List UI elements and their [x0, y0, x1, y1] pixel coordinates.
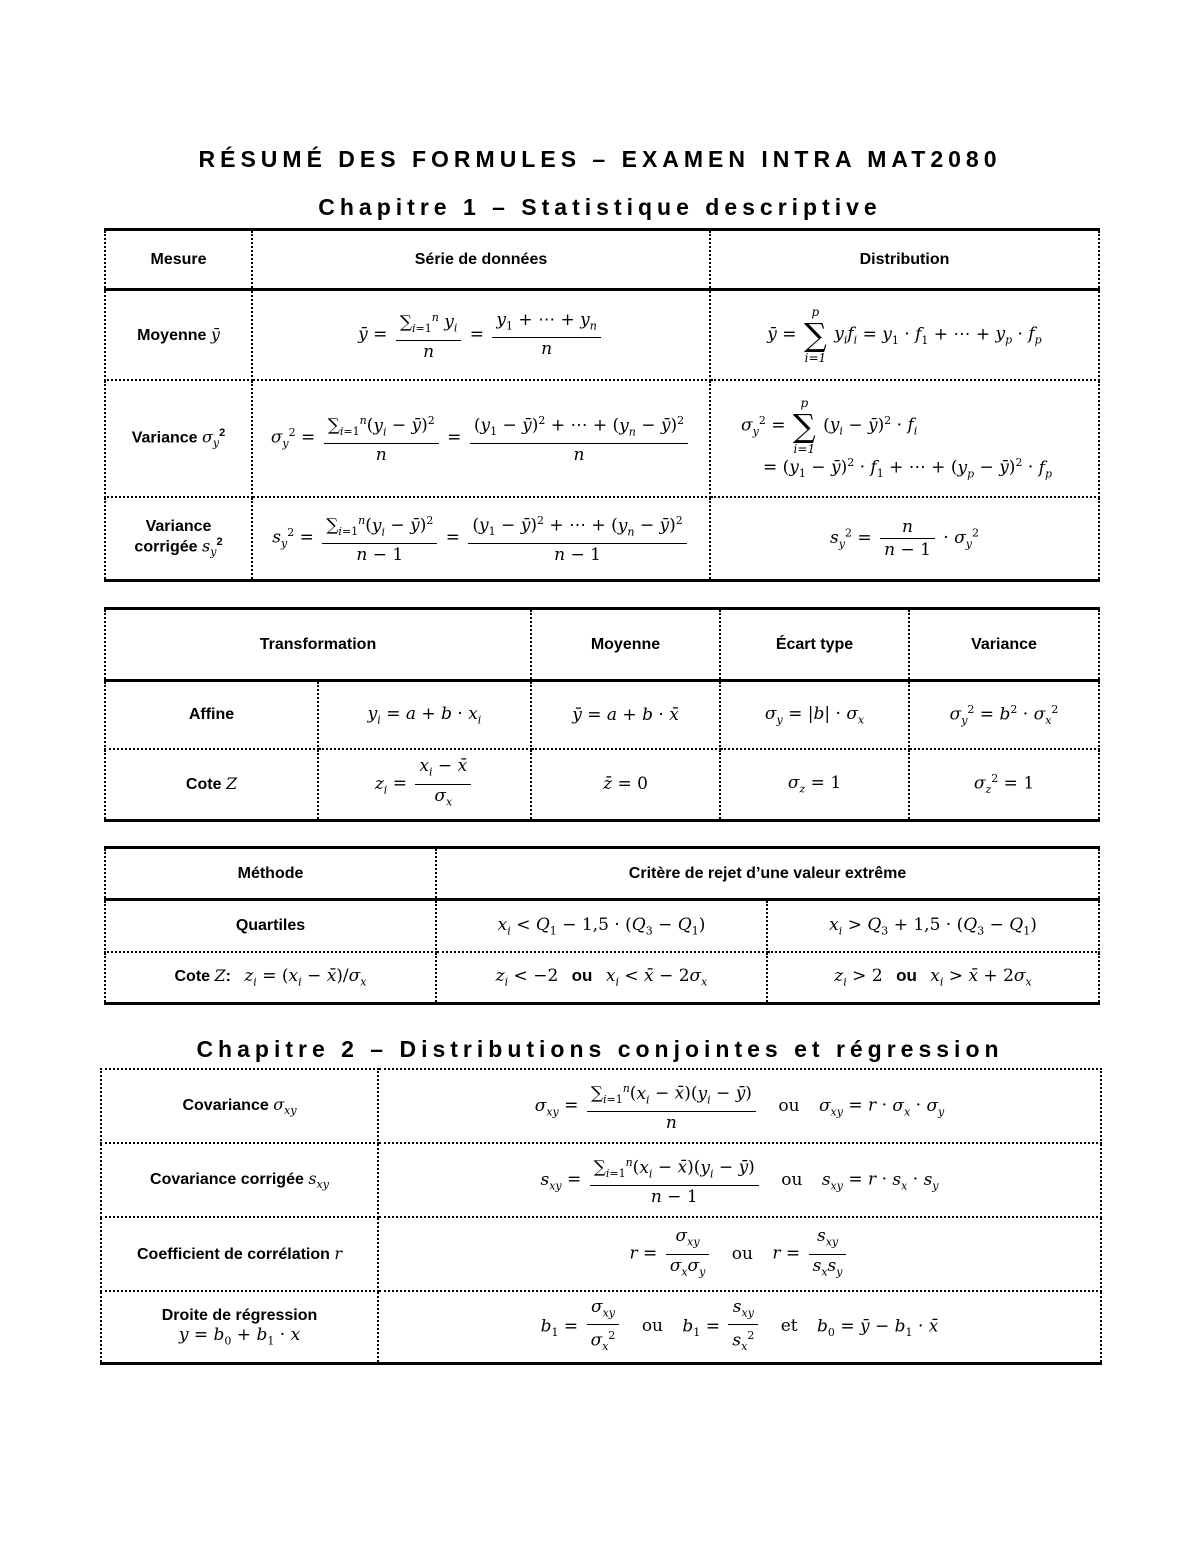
formula-corrected-variance-series: $s_y^2$ = $\frac{\sum_{i=1}^n(y_i - ȳ)^2}{n - 1}$ = $\frac{(y_1 - ȳ)^2 + \cdots + (y_n - ȳ)^2}{n - 1}$: [252, 497, 710, 581]
formula-mean-series: ȳ = $\frac{\sum_{i=1}^n y_i}{n}$ = $\frac{y_1 + \cdots + y_n}{n}$: [252, 290, 710, 380]
z-mean: z̄ = 0: [531, 749, 720, 821]
formula-regression: $b_1$ = $\sigma_{xy}$ $\sigma_x^2$ ou $b_1$ = $s_{xy}$ $s_x^2$ et $b_0$ = ȳ − $b_1$ · x̄: [378, 1291, 1101, 1363]
z-transform: $z_i$ = $\frac{x_i - x̄}{\sigma_x}$: [318, 749, 531, 821]
z-lower-criterion: $z_i < -2$ ou $x_i$ < x̄ − $2\sigma_x$: [436, 952, 767, 1004]
chapter-1-heading: Chapitre 1 – Statistique descriptive: [318, 194, 882, 220]
quartile-upper-criterion: $x_i > Q_3 + 1,5 \cdot (Q_3 - Q_1)$: [767, 900, 1099, 952]
row-label-variance-corrigee: Variance corrigée $s_y^2$: [105, 497, 252, 581]
z-variance: $\sigma_z^2 = 1$: [909, 749, 1099, 821]
row-label-covariance-corrigee: Covariance corrigée $s_{xy}$: [101, 1143, 378, 1217]
formula-corrected-covariance: $s_{xy}$ = $\frac{\sum_{i=1}^n(x_i - x̄)(y_i - ȳ)}{n - 1}$ ou $s_{xy} = r \cdot s_x \cdot s_y$: [378, 1143, 1101, 1217]
quartile-lower-criterion: $x_i < Q_1 - 1,5 \cdot (Q_3 - Q_1)$: [436, 900, 767, 952]
transformation-table: [104, 607, 1100, 822]
row-label-covariance: Covariance $\sigma_{xy}$: [101, 1069, 378, 1143]
regression-table: [100, 1068, 1102, 1365]
formula-variance-distribution: $\sigma_y^2$ = p ∑ i=1 ($y_i$ − ȳ)$^2$ · $f_i$ = ($y_1$ − ȳ)$^2$ · $f_1$ + ⋯ + ($y_p$ − ȳ)$^2$ · $f_p$: [710, 380, 1099, 497]
row-label-quartiles: Quartiles: [105, 900, 436, 952]
row-label-moyenne: Moyenne ȳ: [105, 290, 252, 380]
header-transformation: Transformation: [105, 609, 531, 681]
header-mesure: Mesure: [105, 230, 252, 290]
header-methode: Méthode: [105, 848, 436, 900]
affine-mean: ȳ = a + b · x̄: [531, 681, 720, 749]
header-moyenne: Moyenne: [531, 609, 720, 681]
outlier-criteria-table: [104, 846, 1100, 1005]
header-variance: Variance: [909, 609, 1099, 681]
header-distribution: Distribution: [710, 230, 1099, 290]
descriptive-stats-table: [104, 228, 1100, 582]
row-label-regression: Droite de régression $y = b_0 + b_1 \cdot x$: [101, 1291, 378, 1363]
row-label-cote-z: Cote Z: [105, 749, 318, 821]
formula-variance-series: $\sigma_y^2$ = $\frac{\sum_{i=1}^n(y_i - ȳ)^2}{n}$ = $\frac{(y_1 - ȳ)^2 + \cdots + (y_n - ȳ)^2}{n}$: [252, 380, 710, 497]
formula-correlation: r = $\sigma_{xy}$ $\sigma_x\sigma_y$ ou r = $s_{xy}$ $s_xs_y$: [378, 1217, 1101, 1291]
affine-transform: $y_i = a + b \cdot x_i$: [318, 681, 531, 749]
header-ecart-type: Écart type: [720, 609, 909, 681]
header-serie: Série de données: [252, 230, 710, 290]
formula-corrected-variance-distribution: $s_y^2$ = $\frac{n}{n - 1}$ · $\sigma_y^2$: [710, 497, 1099, 581]
z-upper-criterion: $z_i > 2$ ou $x_i$ > x̄ + $2\sigma_x$: [767, 952, 1099, 1004]
row-label-affine: Affine: [105, 681, 318, 749]
row-label-cote-z-method: Cote Z: $z_i = (x_i$ − $x̄)/\sigma_x$: [105, 952, 436, 1004]
row-label-variance: Variance $\sigma_y^2$: [105, 380, 252, 497]
document-title: RÉSUMÉ DES FORMULES – EXAMEN INTRA MAT2080: [198, 146, 1002, 172]
formula-covariance: $\sigma_{xy}$ = $\frac{\sum_{i=1}^n(x_i - x̄)(y_i - ȳ)}{n}$ ou $\sigma_{xy} = r \cdot \sigma_x \cdot \sigma_y$: [378, 1069, 1101, 1143]
affine-std: $\sigma_y = |b| \cdot \sigma_x$: [720, 681, 909, 749]
row-label-correlation: Coefficient de corrélation r: [101, 1217, 378, 1291]
formula-mean-distribution: ȳ = p ∑ i=1 $y_if_i = y_1 \cdot f_1$ + ⋯ + $y_p \cdot f_p$: [710, 290, 1099, 380]
z-std: $\sigma_z = 1$: [720, 749, 909, 821]
header-critere: Critère de rejet d’une valeur extrême: [436, 848, 1099, 900]
chapter-2-heading: Chapitre 2 – Distributions conjointes et régression: [196, 1036, 1004, 1062]
affine-variance: $\sigma_y^2 = b^2 \cdot \sigma_x^2$: [909, 681, 1099, 749]
